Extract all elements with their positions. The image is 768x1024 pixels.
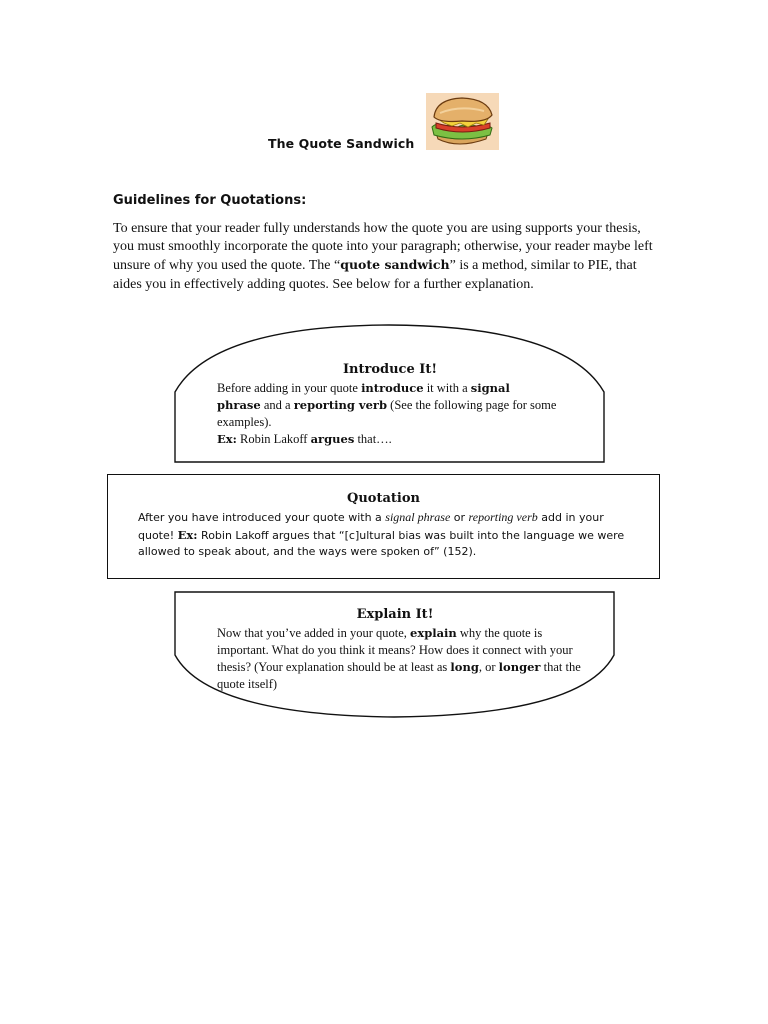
explain-it-text: Now that you’ve added in your quote, explain why the quote is important. What do you think it means? How does it connect with your thesis? (Your explanation should be at least as long, or longer that the quote itself) <box>217 626 581 691</box>
explain-it-title: Explain It! <box>356 607 434 622</box>
quotation-text: After you have introduced your quote with a signal phrase or reporting verb add in your quote! Ex: Robin Lakoff argues that “[c]ultural bias was built into the language we were allowed to speak about, and the ways were spoken of” (152). <box>138 510 625 559</box>
section-heading: Guidelines for Quotations: <box>113 193 307 208</box>
intro-paragraph: To ensure that your reader fully understands how the quote you are using supports your thesis, you must smoothly incorporate the quote into your paragraph; otherwise, your reader maybe left unsure of why you used the quote. The “quote sandwich” is a method, similar to PIE, that aides you in effectively adding quotes. See below for a further explanation. <box>113 221 653 292</box>
page-title: The Quote Sandwich <box>268 136 415 151</box>
sandwich-icon <box>426 93 499 150</box>
introduce-it-text: Before adding in your quote introduce it with a signal phrase and a reporting verb (See the following page for some examples). Ex: Robin Lakoff argues that…. <box>217 381 557 446</box>
quotation-title: Quotation <box>347 491 420 506</box>
introduce-it-title: Introduce It! <box>342 362 438 377</box>
